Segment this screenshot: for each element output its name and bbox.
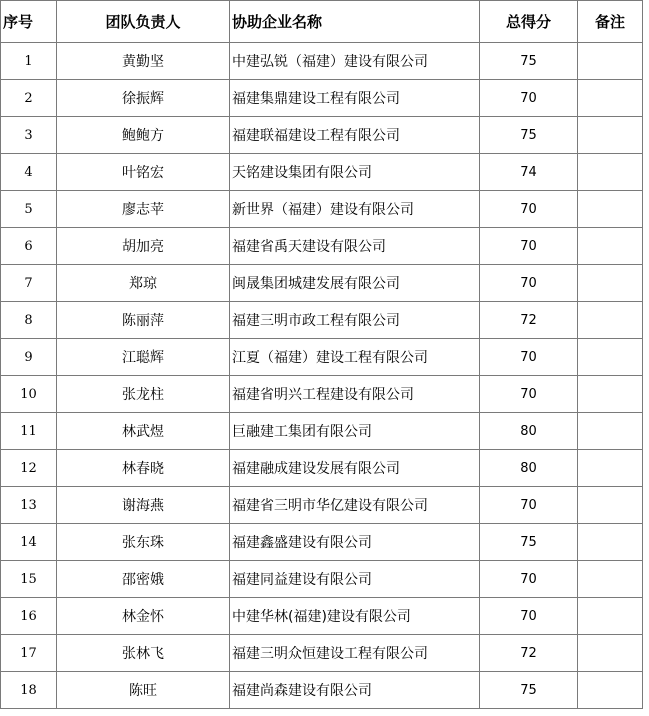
row-note [578,265,643,302]
table-row [1,339,643,376]
header-index: 序号 [1,1,57,43]
row-index: 17 [1,635,57,672]
row-company: 闽晟集团城建发展有限公司 [230,265,480,302]
row-company: 福建三明众恒建设工程有限公司 [230,635,480,672]
table-row [1,487,643,524]
row-index: 5 [1,191,57,228]
row-score: 70 [480,561,578,598]
row-note [578,80,643,117]
row-index: 8 [1,302,57,339]
table-row [1,80,643,117]
row-leader: 张林飞 [57,635,230,672]
row-note [578,635,643,672]
table-row [1,376,643,413]
table-row [1,635,643,672]
row-note [578,487,643,524]
table-row [1,450,643,487]
row-leader: 江聪辉 [57,339,230,376]
row-index: 1 [1,43,57,80]
row-leader: 徐振辉 [57,80,230,117]
row-note [578,302,643,339]
row-index: 13 [1,487,57,524]
table-row [1,524,643,561]
table-row [1,191,643,228]
table-row [1,598,643,635]
table-body [1,43,643,709]
row-leader: 张东珠 [57,524,230,561]
table-row [1,672,643,709]
row-score: 75 [480,672,578,709]
row-leader: 胡加亮 [57,228,230,265]
row-company: 江夏（福建）建设工程有限公司 [230,339,480,376]
row-score: 70 [480,376,578,413]
row-company: 福建集鼎建设工程有限公司 [230,80,480,117]
row-score: 75 [480,524,578,561]
header-score: 总得分 [480,1,578,43]
row-score: 80 [480,450,578,487]
row-leader: 叶铭宏 [57,154,230,191]
row-score: 70 [480,339,578,376]
row-company: 福建省明兴工程建设有限公司 [230,376,480,413]
row-index: 11 [1,413,57,450]
row-company: 福建同益建设有限公司 [230,561,480,598]
row-score: 75 [480,117,578,154]
row-score: 72 [480,302,578,339]
row-company: 中建华林(福建)建设有限公司 [230,598,480,635]
row-score: 80 [480,413,578,450]
row-company: 中建弘锐（福建）建设有限公司 [230,43,480,80]
row-leader: 邵密娥 [57,561,230,598]
header-company: 协助企业名称 [230,1,480,43]
row-note [578,524,643,561]
table-row [1,228,643,265]
row-score: 70 [480,191,578,228]
row-note [578,376,643,413]
row-score: 70 [480,487,578,524]
row-index: 16 [1,598,57,635]
row-company: 福建省禹天建设有限公司 [230,228,480,265]
row-score: 70 [480,598,578,635]
row-note [578,561,643,598]
row-company: 福建三明市政工程有限公司 [230,302,480,339]
row-note [578,117,643,154]
row-leader: 谢海燕 [57,487,230,524]
row-index: 18 [1,672,57,709]
row-company: 福建融成建设发展有限公司 [230,450,480,487]
row-score: 75 [480,43,578,80]
table-row [1,43,643,80]
row-company: 新世界（福建）建设有限公司 [230,191,480,228]
row-note [578,672,643,709]
row-leader: 张龙柱 [57,376,230,413]
row-company: 福建联福建设工程有限公司 [230,117,480,154]
row-index: 14 [1,524,57,561]
row-index: 7 [1,265,57,302]
row-note [578,228,643,265]
row-index: 3 [1,117,57,154]
header-row [1,1,643,43]
row-index: 12 [1,450,57,487]
row-index: 9 [1,339,57,376]
table-row [1,561,643,598]
row-company: 福建鑫盛建设有限公司 [230,524,480,561]
row-score: 72 [480,635,578,672]
header-leader: 团队负责人 [57,1,230,43]
row-index: 15 [1,561,57,598]
row-company: 福建尚森建设有限公司 [230,672,480,709]
table-row [1,265,643,302]
row-score: 70 [480,265,578,302]
table-row [1,302,643,339]
row-leader: 林春晓 [57,450,230,487]
row-note [578,43,643,80]
row-score: 70 [480,80,578,117]
row-leader: 陈旺 [57,672,230,709]
row-note [578,339,643,376]
row-index: 6 [1,228,57,265]
row-note [578,450,643,487]
row-index: 10 [1,376,57,413]
row-company: 巨融建工集团有限公司 [230,413,480,450]
row-index: 4 [1,154,57,191]
header-note: 备注 [578,1,643,43]
row-note [578,413,643,450]
row-note [578,154,643,191]
row-note [578,191,643,228]
row-leader: 鲍鲍方 [57,117,230,154]
row-score: 74 [480,154,578,191]
row-leader: 林金怀 [57,598,230,635]
row-note [578,598,643,635]
row-score: 70 [480,228,578,265]
row-index: 2 [1,80,57,117]
table-row [1,154,643,191]
table-row [1,117,643,154]
row-company: 天铭建设集团有限公司 [230,154,480,191]
row-leader: 陈丽萍 [57,302,230,339]
row-leader: 廖志苹 [57,191,230,228]
row-leader: 黄勤坚 [57,43,230,80]
row-leader: 林武煜 [57,413,230,450]
table-row [1,413,643,450]
row-company: 福建省三明市华亿建设有限公司 [230,487,480,524]
row-leader: 郑琼 [57,265,230,302]
